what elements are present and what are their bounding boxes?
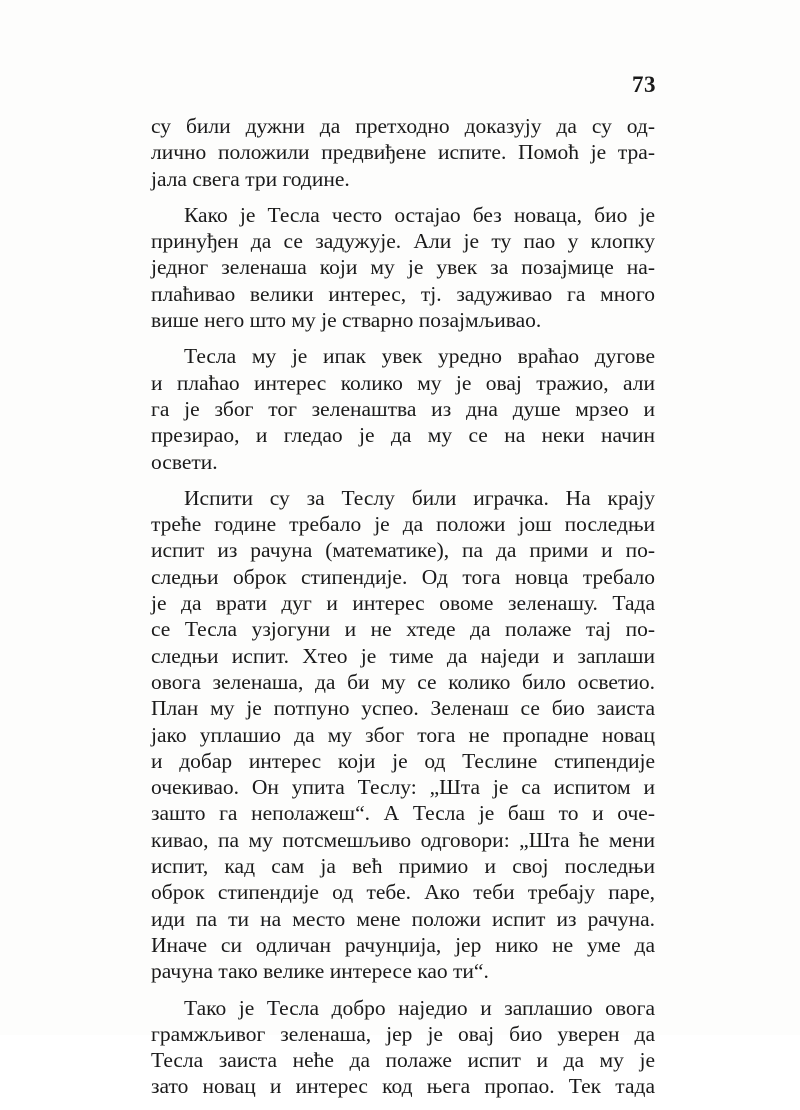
paragraph bbox=[151, 202, 655, 333]
text-line: грамжљивог зеленаша, јер је овај био уверен да bbox=[151, 1021, 655, 1046]
text-line: зашто га неполажеш“. А Тесла је баш то и оче- bbox=[151, 801, 655, 826]
page-number: 73 bbox=[632, 72, 656, 97]
text-line: очекивао. Он упита Теслу: „Шта је са испитом и bbox=[151, 775, 655, 800]
text-line: следњи оброк стипендије. Од тога новца требало bbox=[151, 564, 655, 589]
text-line: испит, кад сам ја већ примио и свој последњи bbox=[151, 854, 655, 879]
text-line: рачуна тако велике интересе као ти“. bbox=[151, 959, 489, 984]
paragraph bbox=[151, 995, 655, 1100]
paragraph bbox=[151, 113, 655, 192]
text-line: јако уплашио да му због тога не пропадне новац bbox=[151, 722, 655, 747]
text-line: кивао, па му потсмешљиво одговори: „Шта ће мени bbox=[151, 827, 655, 852]
text-line: су били дужни да претходно доказују да су од- bbox=[151, 114, 655, 138]
text-line: и плаћао интерес колико му је овај тражио, али bbox=[151, 370, 655, 395]
text-line: овога зеленаша, да би му се колико било осветио. bbox=[151, 669, 655, 694]
text-line: испит из рачуна (математике), па да прими и по- bbox=[151, 538, 655, 563]
text-line: презирао, и гледао је да му се на неки начин bbox=[151, 423, 655, 448]
text-line: Тесла му је ипак увек уредно враћао дугове bbox=[184, 344, 655, 369]
text-line: више него што му је стварно позајмљивао. bbox=[151, 308, 542, 333]
text-line: се Тесла узјогуни и не хтеде да полаже тај по- bbox=[151, 617, 655, 642]
text-line: зато новац и интерес код њега пропао. Тек тада bbox=[151, 1074, 655, 1099]
paragraph bbox=[151, 343, 655, 474]
text-line: Тесла заиста неће да полаже испит и да му је bbox=[151, 1048, 655, 1073]
text-line: План му је потпуно успео. Зеленаш се био заиста bbox=[151, 696, 655, 721]
text-line: једног зеленаша који му је увек за позајмице на- bbox=[151, 255, 655, 280]
text-line: га је због тог зеленаштва из дна душе мрзео и bbox=[151, 396, 655, 421]
text-line: јала свега три године. bbox=[151, 166, 350, 191]
text-line: треће године требало је да положи још последњи bbox=[151, 512, 655, 537]
text-line: је да врати дуг и интерес овоме зеленашу. Тада bbox=[151, 591, 655, 616]
text-line: Како је Тесла често остајао без новаца, био је bbox=[184, 202, 655, 227]
body-text bbox=[151, 113, 655, 1110]
text-line: иди па ти на место мене положи испит из рачуна. bbox=[151, 906, 655, 931]
paragraph bbox=[151, 485, 655, 985]
text-line: оброк стипендије од тебе. Ако теби требају паре, bbox=[151, 880, 655, 905]
text-line: Иначе си одличан рачунџија, јер нико не уме да bbox=[151, 932, 655, 957]
text-line: плаћивао велики интерес, тј. задуживао га много bbox=[151, 281, 655, 306]
text-line: Тако је Тесла добро наједио и заплашио овога bbox=[184, 995, 655, 1020]
text-line: лично положили предвиђене испите. Помоћ је тра- bbox=[151, 140, 655, 165]
text-line: освети. bbox=[151, 449, 218, 474]
text-line: и добар интерес који је од Теслине стипендије bbox=[151, 748, 655, 773]
text-line: Испити су за Теслу били играчка. На крају bbox=[184, 485, 655, 510]
text-line: следњи испит. Хтео је тиме да наједи и заплаши bbox=[151, 643, 655, 668]
text-line: принуђен да се задужује. Али је ту пао у клопку bbox=[151, 229, 655, 254]
